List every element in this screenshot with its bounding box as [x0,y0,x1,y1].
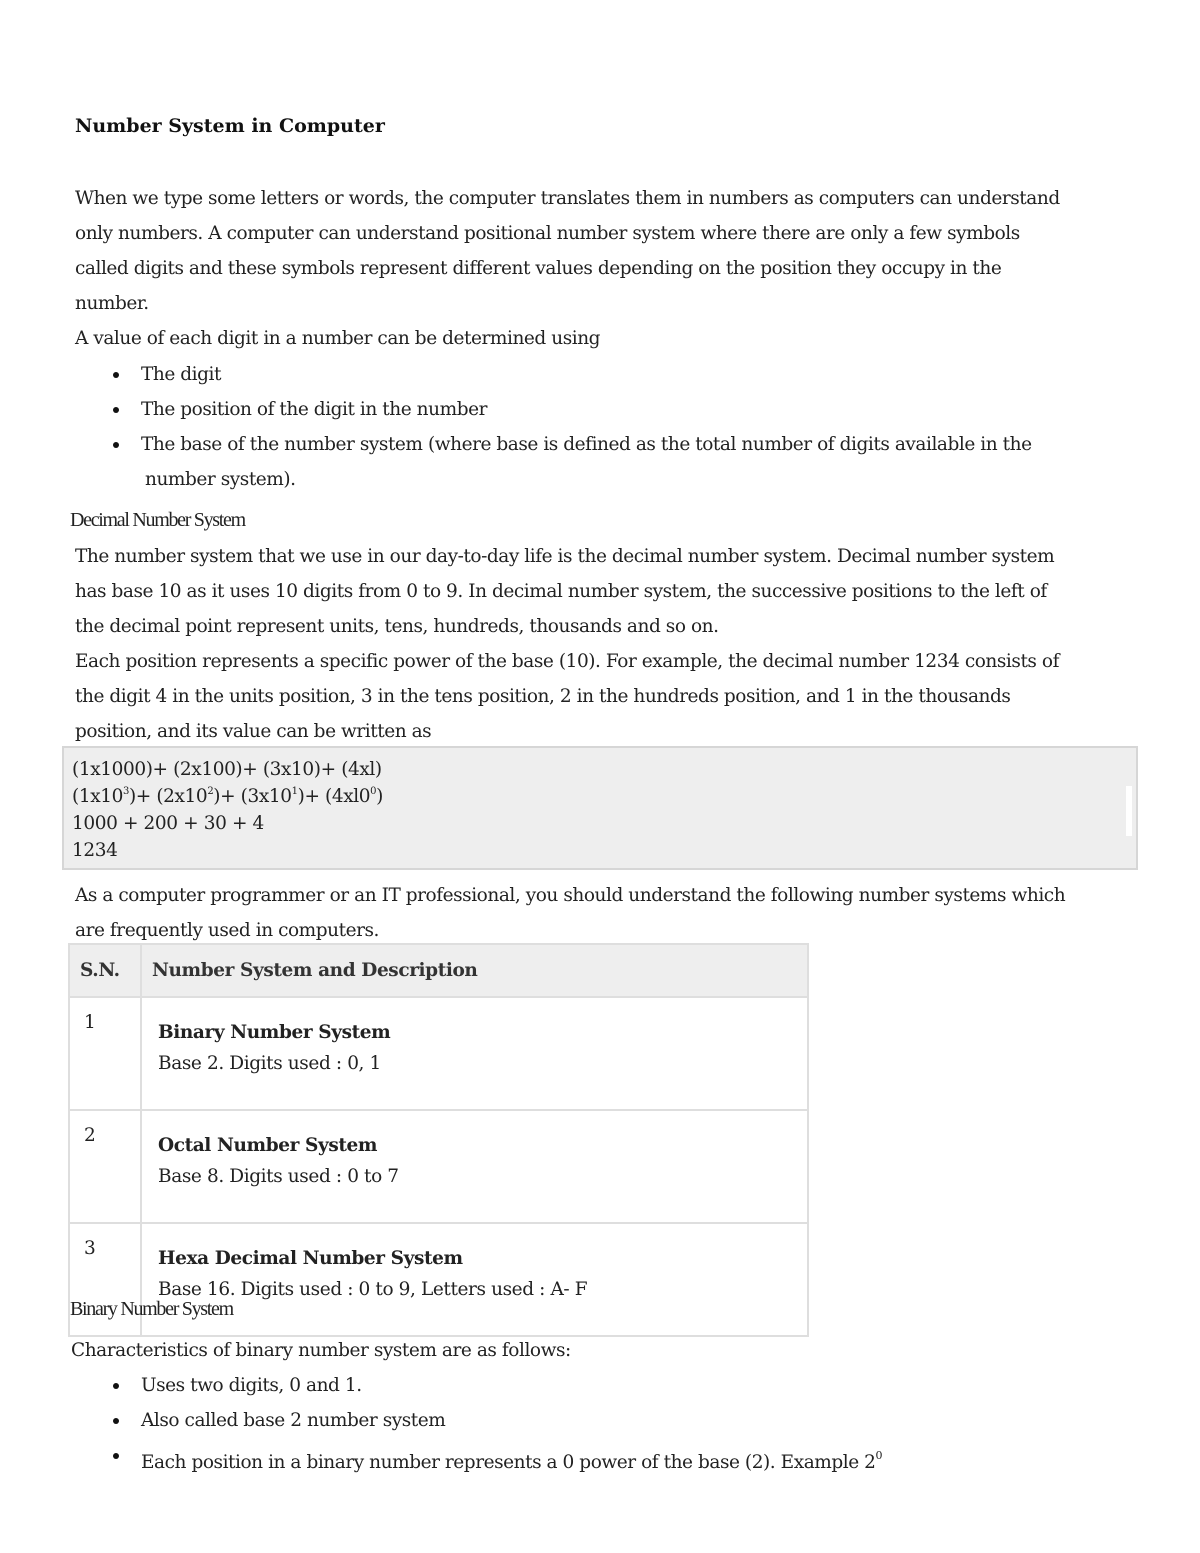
systems-intro-paragraph [75,878,1135,948]
code-line: 1000 + 200 + 30 + 4 [72,813,264,834]
decimal-line: the decimal point represent units, tens, hundreds, thousands and so on. [75,616,719,637]
code-scrollbar[interactable] [1126,786,1132,836]
list-item: Each position in a binary number represents a 0 power of the base (2). Example $2^0$ [75,1438,1135,1480]
digit-value-list [75,357,1135,497]
list-item: The position of the digit in the number [75,392,1135,427]
systems-line: As a computer programmer or an IT professional, you should understand the following number systems which [75,885,1066,906]
bullet-icon [113,407,119,413]
page-title: Number System in Computer [75,115,385,137]
systems-line: are frequently used in computers. [75,920,379,941]
list-item: Also called base 2 number system [75,1403,1135,1438]
bullet-icon [113,1418,119,1424]
column-header-sn: S.N. [69,944,141,997]
binary-heading: Binary Number System [70,1298,233,1320]
code-block [62,746,1138,870]
decimal-heading: Decimal Number System [70,509,245,531]
cell-sn: 3 [69,1223,141,1336]
binary-intro: Characteristics of binary number system are as follows: [71,1340,571,1361]
intro-line: only numbers. A computer can understand positional number system where there are only a few symbols [75,223,1020,244]
bullet-icon [113,372,119,378]
code-line: (1x1000)+ (2x100)+ (3x10)+ (4xl) [72,759,382,780]
code-line-powers: $(1x10^3)+ (2x10^2)+ (3x10^1)+ (4xl0^0)$ [72,786,383,807]
cell-description: Binary Number System Base 2. Digits used : 0, 1 [141,997,808,1110]
decimal-line: position, and its value can be written as [75,721,432,742]
decimal-paragraph [75,539,1135,749]
bullet-icon [113,442,119,448]
number-systems-table [68,943,809,1337]
intro-line: number. [75,293,149,314]
code-line: 1234 [72,840,118,861]
table-row [69,997,808,1110]
cell-description: Octal Number System Base 8. Digits used : 0 to 7 [141,1110,808,1223]
table-row [69,1110,808,1223]
list-item: The base of the number system (where base is defined as the total number of digits available in the number system). [75,427,1135,497]
decimal-line: the digit 4 in the units position, 3 in the tens position, 2 in the hundreds position, and 1 in the thousands [75,686,1011,707]
bullet-icon [113,1453,119,1459]
bullet-icon [113,1383,119,1389]
decimal-line: has base 10 as it uses 10 digits from 0 to 9. In decimal number system, the successive positions to the left of [75,581,1047,602]
intro-line: called digits and these symbols represent different values depending on the position they occupy in the [75,258,1002,279]
list-item: The digit [75,357,1135,392]
decimal-line: Each position represents a specific power of the base (10). For example, the decimal number 1234 consists of [75,651,1059,672]
column-header-description: Number System and Description [141,944,808,997]
table-header-row [69,944,808,997]
intro-paragraph [75,181,1135,356]
value-line: A value of each digit in a number can be determined using [75,328,601,349]
list-item: Uses two digits, 0 and 1. [75,1368,1135,1403]
cell-description: Hexa Decimal Number System Base 16. Digits used : 0 to 9, Letters used : A- F [141,1223,808,1336]
binary-characteristics-list [75,1368,1135,1480]
cell-sn: 1 [69,997,141,1110]
decimal-line: The number system that we use in our day-to-day life is the decimal number system. Decimal number system [75,546,1055,567]
cell-sn: 2 [69,1110,141,1223]
intro-line: When we type some letters or words, the computer translates them in numbers as computers can understand [75,188,1060,209]
